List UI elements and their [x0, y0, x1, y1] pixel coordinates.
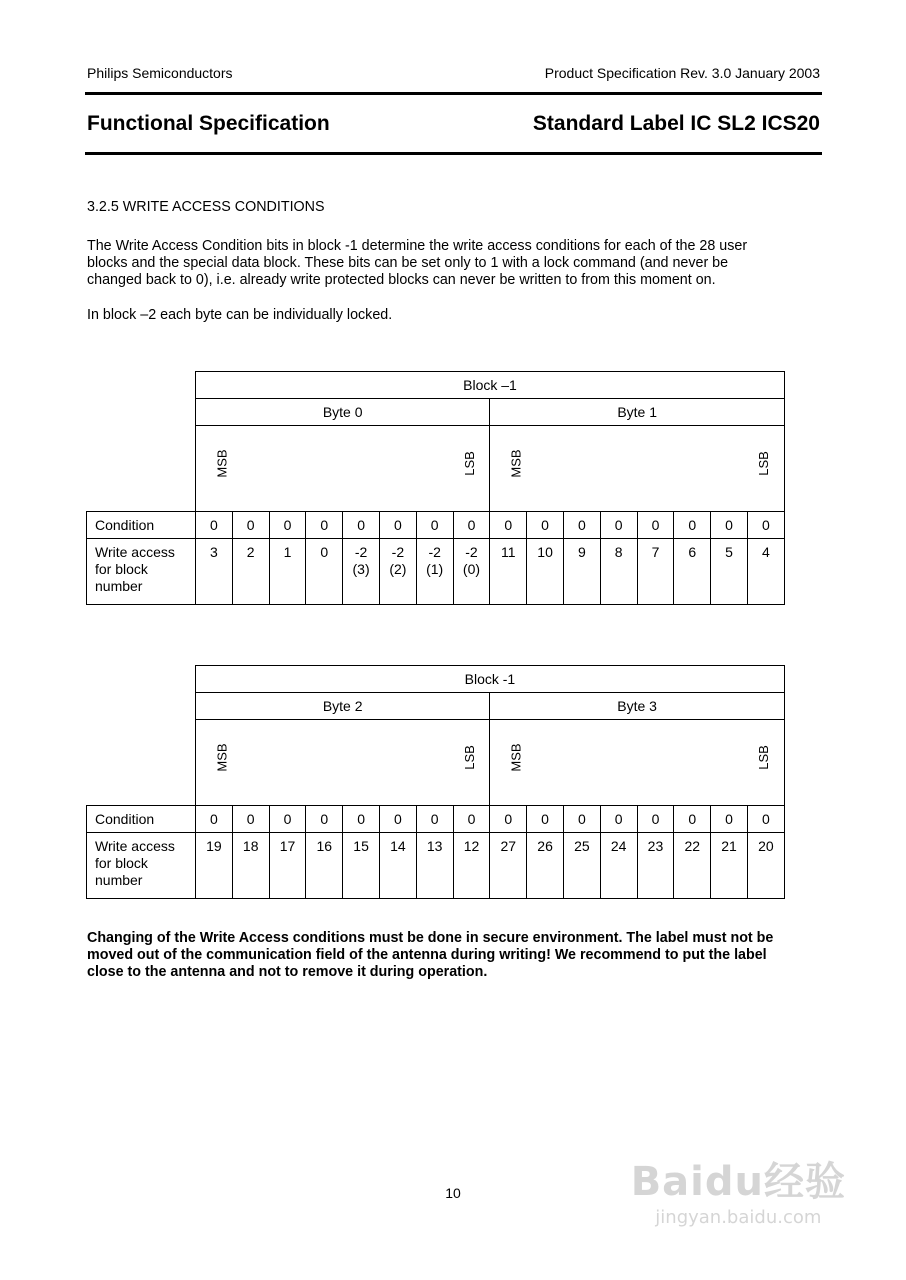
block-number: 15	[353, 838, 369, 854]
condition-bit: 0	[379, 512, 416, 539]
block-number-cell	[637, 539, 674, 605]
block-number: 14	[390, 838, 406, 854]
write-access-label-line: Write access	[95, 544, 175, 560]
product-title: Standard Label IC SL2 ICS20	[532, 112, 820, 135]
block-number-cell	[674, 539, 711, 605]
write-access-row	[87, 833, 785, 899]
block-number-cell	[563, 539, 600, 605]
condition-bit: 0	[416, 806, 453, 833]
block-number-cell	[674, 833, 711, 899]
condition-bit: 0	[379, 806, 416, 833]
condition-bit: 0	[453, 512, 490, 539]
condition-bit: 0	[527, 512, 564, 539]
block-number-cell	[379, 539, 416, 605]
condition-bit: 0	[563, 806, 600, 833]
block-number: -2	[354, 544, 368, 560]
block-header-row	[87, 372, 785, 399]
condition-row	[87, 806, 785, 833]
block-number-cell	[343, 833, 380, 899]
byte-header-row	[87, 693, 785, 720]
bit-order-row	[87, 720, 785, 806]
write-access-label-line: number	[95, 872, 143, 888]
block-label: Block –1	[196, 372, 785, 399]
block-number: -2	[428, 544, 441, 560]
condition-bit: 0	[269, 806, 306, 833]
block-number-cell	[527, 539, 564, 605]
condition-bit: 0	[637, 512, 674, 539]
block-number: 5	[725, 544, 733, 560]
write-access-label-line: for block	[95, 561, 148, 577]
bit-order-cell	[196, 426, 490, 512]
condition-bit: 0	[269, 512, 306, 539]
block-number-cell	[196, 539, 233, 605]
intro-paragraph	[87, 238, 822, 289]
block-number-cell	[747, 833, 784, 899]
block-number-cell	[747, 539, 784, 605]
intro-line: The Write Access Condition bits in block -1 determine the write access conditions for each of the 28 user	[87, 238, 748, 254]
security-warning	[87, 930, 822, 981]
write-access-label-line: number	[95, 578, 143, 594]
block-label: Block -1	[196, 666, 785, 693]
section-heading: 3.2.5 WRITE ACCESS CONDITIONS	[87, 199, 325, 215]
empty-cell	[87, 720, 196, 806]
block-number: 20	[758, 838, 774, 854]
condition-bit: 0	[747, 806, 784, 833]
block-number: 11	[501, 544, 516, 560]
write-access-table-2	[86, 665, 785, 899]
write-access-label	[87, 539, 196, 605]
block-number-cell	[416, 833, 453, 899]
block-number-cell	[490, 539, 527, 605]
block-number-cell	[306, 539, 343, 605]
condition-bit: 0	[527, 806, 564, 833]
empty-cell	[87, 693, 196, 720]
condition-bit: 0	[674, 806, 711, 833]
document-info: Product Specification Rev. 3.0 January 2003	[544, 65, 820, 81]
block-header-row	[87, 666, 785, 693]
block-number-sub: (2)	[389, 561, 407, 577]
condition-bit: 0	[196, 512, 233, 539]
condition-bit: 0	[747, 512, 784, 539]
block-number-cell	[637, 833, 674, 899]
watermark-url: jingyan.baidu.com	[655, 1207, 822, 1228]
block-number-cell	[306, 833, 343, 899]
block-number: 6	[688, 544, 697, 560]
block-2-note: In block –2 each byte can be individually locked.	[87, 307, 393, 323]
msb-label: MSB	[508, 743, 524, 772]
msb-label: MSB	[214, 449, 230, 478]
page-number: 10	[445, 1185, 461, 1201]
block-number: 22	[684, 838, 701, 854]
condition-row	[87, 512, 785, 539]
block-number: 7	[651, 544, 660, 560]
block-number-cell	[711, 833, 748, 899]
condition-bit: 0	[490, 512, 527, 539]
block-number-cell	[600, 833, 637, 899]
block-number-cell	[527, 833, 564, 899]
block-number-cell	[453, 833, 490, 899]
condition-bit: 0	[490, 806, 527, 833]
block-number: 17	[279, 838, 296, 854]
write-access-table-1	[86, 371, 785, 605]
write-access-row	[87, 539, 785, 605]
condition-bit: 0	[711, 512, 748, 539]
intro-line: blocks and the special data block. These bits can be set only to 1 with a lock command (and never be	[87, 255, 729, 271]
msb-label: MSB	[508, 449, 524, 478]
condition-bit: 0	[563, 512, 600, 539]
condition-bit: 0	[232, 806, 269, 833]
header-rule-bottom	[85, 152, 822, 155]
byte-label: Byte 0	[196, 399, 490, 426]
block-number-sub: (1)	[426, 561, 444, 577]
block-number: 9	[577, 544, 586, 560]
block-number: 10	[537, 544, 553, 560]
warning-line: Changing of the Write Access conditions must be done in secure environment. The label must not be	[87, 930, 774, 946]
block-number: 26	[537, 838, 553, 854]
empty-cell	[87, 426, 196, 512]
condition-bit: 0	[600, 512, 637, 539]
condition-bit: 0	[343, 512, 380, 539]
byte-label: Byte 1	[490, 399, 785, 426]
condition-bit: 0	[637, 806, 674, 833]
write-access-label-line: for block	[95, 855, 148, 871]
block-number: 21	[721, 838, 737, 854]
condition-bit: 0	[453, 806, 490, 833]
block-number: 16	[316, 838, 333, 854]
block-number: -2	[465, 544, 478, 560]
block-number: 3	[210, 544, 218, 560]
lsb-label: LSB	[461, 745, 477, 770]
block-number-cell	[269, 539, 306, 605]
byte-label: Byte 2	[196, 693, 490, 720]
block-number: 8	[614, 544, 623, 560]
msb-label: MSB	[214, 743, 230, 772]
block-number-cell	[711, 539, 748, 605]
condition-bit: 0	[343, 806, 380, 833]
block-number-cell	[490, 833, 527, 899]
block-number-cell	[563, 833, 600, 899]
watermark-logo: Baidu经验	[630, 1159, 846, 1205]
block-number: 4	[762, 544, 770, 560]
empty-cell	[87, 666, 196, 693]
byte-header-row	[87, 399, 785, 426]
block-number: 2	[246, 544, 255, 560]
block-number-cell	[232, 539, 269, 605]
intro-line: changed back to 0), i.e. already write protected blocks can never be written to from this moment on.	[87, 272, 716, 288]
block-number-cell	[600, 539, 637, 605]
document-title: Functional Specification	[87, 112, 330, 135]
write-access-label	[87, 833, 196, 899]
block-number-cell	[196, 833, 233, 899]
bit-order-cell	[196, 720, 490, 806]
condition-bit: 0	[416, 512, 453, 539]
block-number-cell	[416, 539, 453, 605]
block-number: 1	[283, 544, 292, 560]
block-number: 13	[426, 838, 443, 854]
byte-label: Byte 3	[490, 693, 784, 720]
block-number-cell	[453, 539, 490, 605]
block-number: 18	[242, 838, 259, 854]
bit-order-row	[87, 426, 785, 512]
write-access-label-line: Write access	[95, 838, 175, 854]
condition-bit: 0	[196, 806, 233, 833]
block-number-cell	[379, 833, 416, 899]
condition-label: Condition	[87, 512, 196, 539]
condition-bit: 0	[674, 512, 711, 539]
condition-label: Condition	[87, 806, 196, 833]
condition-bit: 0	[232, 512, 269, 539]
block-number: 23	[647, 838, 664, 854]
condition-bit: 0	[600, 806, 637, 833]
block-number: 12	[463, 838, 480, 854]
company-name: Philips Semiconductors	[87, 65, 233, 81]
bit-order-cell	[490, 720, 784, 806]
block-number-sub: (0)	[462, 561, 481, 577]
condition-bit: 0	[711, 806, 748, 833]
watermark	[631, 1150, 846, 1228]
block-number: 27	[500, 838, 517, 854]
block-number: 0	[320, 544, 329, 560]
block-number: 24	[610, 838, 627, 854]
header-rule-top	[85, 92, 822, 95]
warning-line: close to the antenna and not to remove it during operation.	[87, 964, 488, 980]
lsb-label: LSB	[756, 745, 772, 770]
empty-cell	[87, 372, 196, 399]
block-number-cell	[269, 833, 306, 899]
lsb-label: LSB	[461, 451, 477, 476]
block-number-sub: (3)	[352, 561, 370, 577]
condition-bit: 0	[306, 806, 343, 833]
block-number: 25	[574, 838, 590, 854]
condition-bit: 0	[306, 512, 343, 539]
warning-line: moved out of the communication field of the antenna during writing! We recommend to put the label	[87, 947, 767, 963]
lsb-label: LSB	[756, 451, 772, 476]
block-number-cell	[232, 833, 269, 899]
empty-cell	[87, 399, 196, 426]
bit-order-cell	[490, 426, 785, 512]
block-number: 19	[206, 838, 222, 854]
block-number: -2	[391, 544, 405, 560]
block-number-cell	[343, 539, 380, 605]
